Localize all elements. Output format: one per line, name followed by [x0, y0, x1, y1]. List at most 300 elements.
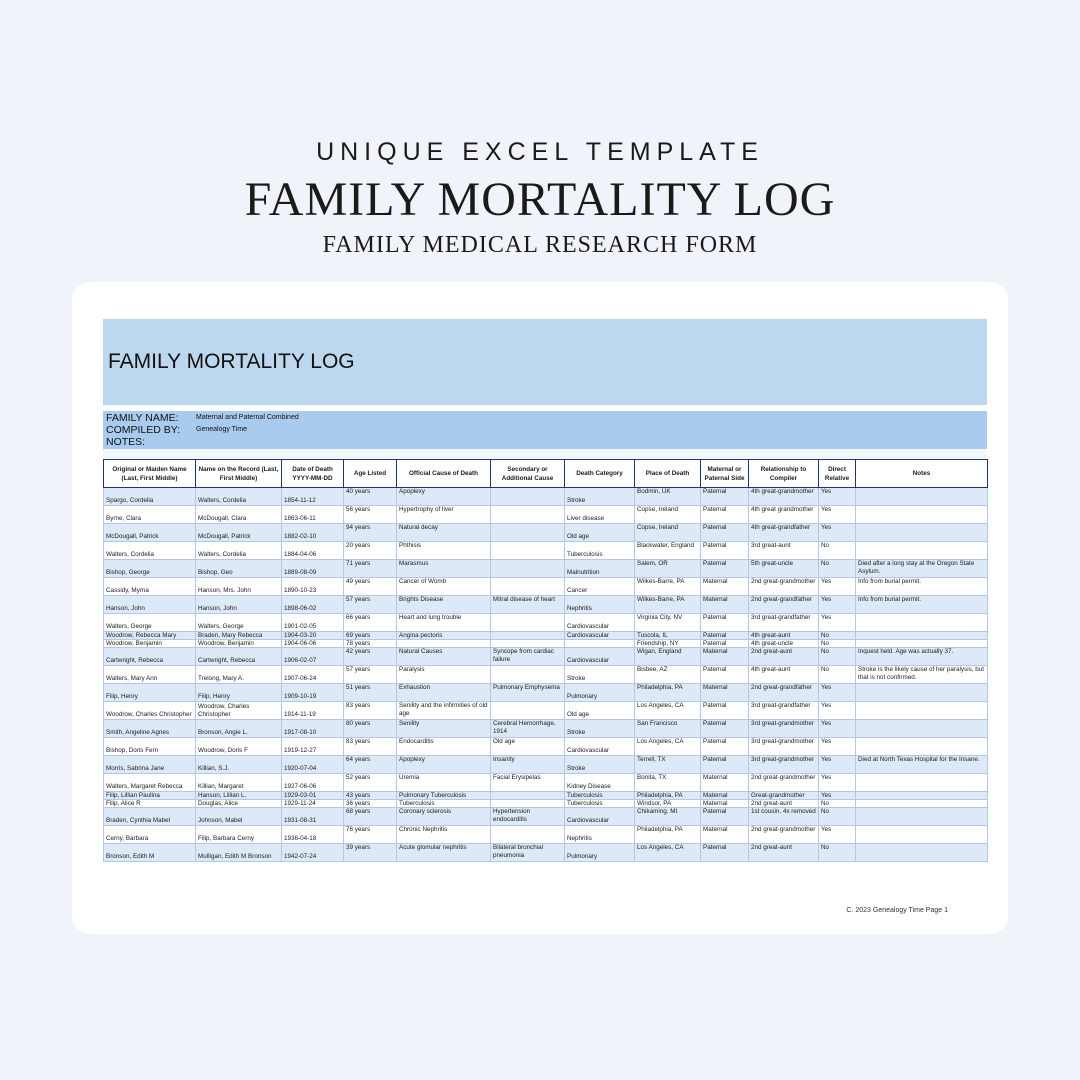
table-cell[interactable]: Paternal [701, 524, 749, 542]
table-cell[interactable]: Senility [397, 720, 491, 738]
table-cell[interactable]: 2nd great-grandmother [749, 578, 819, 596]
table-cell[interactable]: Maternal [701, 578, 749, 596]
table-cell[interactable]: Tuscola, IL [635, 632, 701, 640]
table-cell[interactable]: 76 years [344, 826, 397, 844]
table-cell[interactable]: No [819, 666, 856, 684]
table-cell[interactable]: Woodrow, Charles Christopher [196, 702, 282, 720]
table-cell[interactable]: Mulligan, Edith M Bronson [196, 844, 282, 862]
table-cell[interactable]: 1882-02-10 [282, 524, 344, 542]
table-cell[interactable]: Salem, OR [635, 560, 701, 578]
table-cell[interactable]: 94 years [344, 524, 397, 542]
table-cell[interactable]: Philadelphia, PA [635, 826, 701, 844]
table-cell[interactable]: Braden, Cynthia Mabel [104, 808, 196, 826]
table-cell[interactable] [856, 614, 988, 632]
table-cell[interactable]: Hanson, John [104, 596, 196, 614]
table-cell[interactable]: Stroke [565, 756, 635, 774]
table-cell[interactable] [491, 524, 565, 542]
table-cell[interactable]: No [819, 844, 856, 862]
table-cell[interactable] [856, 524, 988, 542]
table-cell[interactable]: 2nd great-aunt [749, 648, 819, 666]
table-cell[interactable]: Info from burial permit. [856, 596, 988, 614]
table-cell[interactable]: 1917-08-10 [282, 720, 344, 738]
table-cell[interactable]: 43 years [344, 792, 397, 800]
table-cell[interactable]: Paternal [701, 632, 749, 640]
table-cell[interactable]: 66 years [344, 614, 397, 632]
table-cell[interactable]: 2nd great-aunt [749, 800, 819, 808]
table-cell[interactable]: Walters, Cordelia [104, 542, 196, 560]
table-cell[interactable]: Cartwright, Rebecca [104, 648, 196, 666]
table-cell[interactable]: 1909-10-19 [282, 684, 344, 702]
table-cell[interactable]: Yes [819, 756, 856, 774]
table-cell[interactable]: 1st cousin, 4x removed [749, 808, 819, 826]
table-cell[interactable]: 1907-06-24 [282, 666, 344, 684]
table-cell[interactable] [856, 738, 988, 756]
table-cell[interactable]: Maternal [701, 648, 749, 666]
table-cell[interactable]: Maternal [701, 596, 749, 614]
table-cell[interactable]: Morris, Sabrina Jane [104, 756, 196, 774]
table-cell[interactable]: Yes [819, 826, 856, 844]
table-cell[interactable]: Filip, Henry [104, 684, 196, 702]
table-cell[interactable]: Johnson, Mabel [196, 808, 282, 826]
table-cell[interactable]: Woodrow, Benjamin [196, 640, 282, 648]
table-cell[interactable]: 1914-11-19 [282, 702, 344, 720]
column-header[interactable]: Relationship to Compiler [749, 460, 819, 488]
table-cell[interactable]: Woodrow, Benjamin [104, 640, 196, 648]
table-cell[interactable]: Los Angeles, CA [635, 844, 701, 862]
table-cell[interactable]: 2nd great-grandmother [749, 826, 819, 844]
table-cell[interactable]: Bishop, George [104, 560, 196, 578]
table-cell[interactable]: Wigan, England [635, 648, 701, 666]
table-cell[interactable]: Terrell, TX [635, 756, 701, 774]
table-cell[interactable] [491, 666, 565, 684]
table-cell[interactable]: 64 years [344, 756, 397, 774]
table-cell[interactable]: Blackwater, England [635, 542, 701, 560]
table-cell[interactable]: Maternal [701, 684, 749, 702]
column-header[interactable]: Original or Maiden Name (Last, First Middle) [104, 460, 196, 488]
table-cell[interactable]: 40 years [344, 488, 397, 506]
table-cell[interactable]: 1942-07-24 [282, 844, 344, 862]
table-cell[interactable]: Bodmin, UK [635, 488, 701, 506]
table-cell[interactable]: Nephritis [565, 596, 635, 614]
table-cell[interactable]: Paternal [701, 738, 749, 756]
table-cell[interactable] [397, 640, 491, 648]
table-cell[interactable]: Filip, Henry [196, 684, 282, 702]
table-cell[interactable] [856, 632, 988, 640]
meta-family-name [106, 412, 299, 424]
table-cell[interactable]: Inquest held. Age was actually 37. [856, 648, 988, 666]
table-cell[interactable]: Yes [819, 488, 856, 506]
table-cell[interactable]: Great-grandmother [749, 792, 819, 800]
table-cell[interactable]: Walters, Margaret Rebecca [104, 774, 196, 792]
table-cell[interactable]: 69 years [344, 632, 397, 640]
table-cell[interactable]: 78 years [344, 640, 397, 648]
table-cell[interactable]: Malnutrition [565, 560, 635, 578]
table-cell[interactable]: 39 years [344, 844, 397, 862]
table-cell[interactable]: Yes [819, 684, 856, 702]
table-body [104, 488, 988, 862]
table-cell[interactable]: 1920-07-04 [282, 756, 344, 774]
table-cell[interactable]: Yes [819, 720, 856, 738]
table-cell[interactable]: Bilateral bronchial pneumonia [491, 844, 565, 862]
table-cell[interactable]: Pulmonary Emphysema [491, 684, 565, 702]
table-cell[interactable] [491, 614, 565, 632]
table-cell[interactable]: Yes [819, 506, 856, 524]
table-cell[interactable] [856, 808, 988, 826]
table-cell[interactable]: Heart and lung trouble [397, 614, 491, 632]
table-cell[interactable] [856, 826, 988, 844]
table-cell[interactable]: Windsor, PA [635, 800, 701, 808]
table-cell[interactable]: 3rd great-grandfather [749, 702, 819, 720]
table-cell[interactable]: Hypertension endocarditis [491, 808, 565, 826]
table-cell[interactable]: 2nd great-aunt [749, 844, 819, 862]
table-cell[interactable] [491, 826, 565, 844]
table-cell[interactable]: McDougall, Patrick [104, 524, 196, 542]
column-header[interactable]: Age Listed [344, 460, 397, 488]
table-cell[interactable]: Died after a long stay at the Oregon State Asylum. [856, 560, 988, 578]
table-cell[interactable]: Paternal [701, 506, 749, 524]
table-cell[interactable]: 1929-03-01 [282, 792, 344, 800]
meta-value[interactable]: Genealogy Time [196, 426, 247, 433]
table-cell[interactable]: Apoplexy [397, 756, 491, 774]
table-row [104, 596, 988, 614]
table-cell[interactable] [856, 702, 988, 720]
table-cell[interactable]: Paternal [701, 720, 749, 738]
table-cell[interactable]: Apoplexy [397, 488, 491, 506]
table-cell[interactable]: 4th great-grandmother [749, 488, 819, 506]
table-cell[interactable]: Bisbee, AZ [635, 666, 701, 684]
table-cell[interactable]: Tuberculosis [565, 542, 635, 560]
table-cell[interactable]: 51 years [344, 684, 397, 702]
table-cell[interactable]: Wilkes-Barre, PA [635, 596, 701, 614]
table-cell[interactable] [565, 640, 635, 648]
sheet-spacer [103, 449, 987, 459]
table-cell[interactable]: Filip, Alice R [104, 800, 196, 808]
table-cell[interactable]: Bronson, Angie L. [196, 720, 282, 738]
table-cell[interactable] [856, 640, 988, 648]
table-cell[interactable]: Cardiovascular [565, 632, 635, 640]
mortality-table [103, 459, 988, 862]
table-cell[interactable]: Acute glomular nephritis [397, 844, 491, 862]
table-cell[interactable]: Kidney Disease [565, 774, 635, 792]
table-cell[interactable]: Old age [491, 738, 565, 756]
table-row [104, 720, 988, 738]
table-cell[interactable]: 1904-06-06 [282, 640, 344, 648]
table-cell[interactable]: Hanson, Lillian L. [196, 792, 282, 800]
table-cell[interactable]: Tuberculosis [565, 792, 635, 800]
column-header[interactable]: Official Cause of Death [397, 460, 491, 488]
table-cell[interactable]: Tuberculosis [565, 800, 635, 808]
table-cell[interactable]: 3rd great-grandfather [749, 614, 819, 632]
table-cell[interactable]: 3rd great-grandmother [749, 756, 819, 774]
table-cell[interactable]: McDougall, Clara [196, 506, 282, 524]
table-cell[interactable]: Yes [819, 774, 856, 792]
table-cell[interactable]: Douglas, Alice [196, 800, 282, 808]
table-cell[interactable]: 1854-11-12 [282, 488, 344, 506]
table-cell[interactable]: 3rd great-grandmother [749, 738, 819, 756]
table-cell[interactable]: Paternal [701, 702, 749, 720]
table-cell[interactable]: Walters, Cordelia [196, 488, 282, 506]
table-cell[interactable] [491, 792, 565, 800]
table-cell[interactable]: Angina pectoris [397, 632, 491, 640]
table-cell[interactable]: No [819, 632, 856, 640]
table-cell[interactable]: Copse, Ireland [635, 524, 701, 542]
table-cell[interactable]: Mitral disease of heart [491, 596, 565, 614]
table-cell[interactable]: 42 years [344, 648, 397, 666]
table-cell[interactable]: McDougall, Patrick [196, 524, 282, 542]
table-cell[interactable]: Trelong, Mary A. [196, 666, 282, 684]
table-cell[interactable]: Senility and the infirmities of old age [397, 702, 491, 720]
table-cell[interactable]: Cancer of Womb [397, 578, 491, 596]
meta-value[interactable]: Maternal and Paternal Combined [196, 414, 299, 421]
table-cell[interactable]: Paternal [701, 844, 749, 862]
table-cell[interactable]: No [819, 640, 856, 648]
table-cell[interactable]: Yes [819, 792, 856, 800]
table-cell[interactable]: No [819, 542, 856, 560]
table-cell[interactable]: 2nd great-grandfather [749, 684, 819, 702]
table-cell[interactable] [856, 792, 988, 800]
table-cell[interactable]: 1906-02-07 [282, 648, 344, 666]
table-cell[interactable]: Cardiovascular [565, 614, 635, 632]
table-cell[interactable]: Walters, George [104, 614, 196, 632]
table-cell[interactable]: 49 years [344, 578, 397, 596]
table-cell[interactable]: 4th great-aunt [749, 666, 819, 684]
table-cell[interactable]: 1863-06-11 [282, 506, 344, 524]
table-cell[interactable]: Yes [819, 738, 856, 756]
table-cell[interactable]: 1904-03-20 [282, 632, 344, 640]
table-cell[interactable]: Cerebral Hemorrhage, 1914 [491, 720, 565, 738]
table-cell[interactable]: 20 years [344, 542, 397, 560]
table-cell[interactable] [856, 488, 988, 506]
table-cell[interactable]: Natural Causes [397, 648, 491, 666]
table-cell[interactable]: Marasmus [397, 560, 491, 578]
promo-title: FAMILY MORTALITY LOG [244, 173, 836, 226]
table-cell[interactable]: Maternal [701, 800, 749, 808]
table-cell[interactable]: 1919-12-27 [282, 738, 344, 756]
table-cell[interactable]: Walters, Mary Ann [104, 666, 196, 684]
table-cell[interactable]: Bonita, TX [635, 774, 701, 792]
table-cell[interactable]: Info from burial permit. [856, 578, 988, 596]
column-header[interactable]: Secondary or Additional Cause [491, 460, 565, 488]
table-cell[interactable]: Los Angeles, CA [635, 702, 701, 720]
table-cell[interactable]: Yes [819, 524, 856, 542]
column-header[interactable]: Notes [856, 460, 988, 488]
table-cell[interactable] [856, 844, 988, 862]
table-cell[interactable]: 83 years [344, 702, 397, 720]
table-cell[interactable]: Filip, Lillian Paulina [104, 792, 196, 800]
table-cell[interactable]: Paternal [701, 756, 749, 774]
table-cell[interactable] [491, 702, 565, 720]
table-cell[interactable]: Bronson, Edith M [104, 844, 196, 862]
table-cell[interactable]: Facial Erysipelas [491, 774, 565, 792]
table-cell[interactable]: Walters, George [196, 614, 282, 632]
table-cell[interactable]: Smith, Angeline Agnes [104, 720, 196, 738]
table-cell[interactable] [856, 542, 988, 560]
table-cell[interactable]: Bishop, Doris Fern [104, 738, 196, 756]
table-cell[interactable]: Byrne, Clara [104, 506, 196, 524]
table-cell[interactable] [856, 774, 988, 792]
table-cell[interactable]: 36 years [344, 800, 397, 808]
table-cell[interactable]: Paternal [701, 614, 749, 632]
table-cell[interactable]: Yes [819, 614, 856, 632]
table-cell[interactable]: Paralysis [397, 666, 491, 684]
table-cell[interactable]: Bishop, Geo [196, 560, 282, 578]
table-cell[interactable]: 1898-06-02 [282, 596, 344, 614]
table-cell[interactable] [491, 632, 565, 640]
table-cell[interactable]: Brights Disease [397, 596, 491, 614]
table-cell[interactable]: Exhaustion [397, 684, 491, 702]
table-cell[interactable]: Old age [565, 524, 635, 542]
table-cell[interactable]: 1931-08-31 [282, 808, 344, 826]
table-cell[interactable]: 1890-10-23 [282, 578, 344, 596]
table-cell[interactable] [491, 800, 565, 808]
table-cell[interactable]: Stroke is the likely cause of her paralysis, but that is not confirmed. [856, 666, 988, 684]
table-cell[interactable]: Killian, S.J. [196, 756, 282, 774]
table-cell[interactable]: Cancer [565, 578, 635, 596]
table-cell[interactable]: Cardiovascular [565, 738, 635, 756]
table-cell[interactable] [491, 542, 565, 560]
table-cell[interactable]: Phthisis [397, 542, 491, 560]
table-cell[interactable]: Paternal [701, 808, 749, 826]
table-cell[interactable] [856, 684, 988, 702]
table-cell[interactable]: Yes [819, 702, 856, 720]
table-cell[interactable]: Cassidy, Myrna [104, 578, 196, 596]
table-cell[interactable]: Paternal [701, 640, 749, 648]
table-cell[interactable]: Chronic Nephritis [397, 826, 491, 844]
table-cell[interactable] [491, 560, 565, 578]
table-cell[interactable]: Woodrow, Charles Christopher [104, 702, 196, 720]
table-cell[interactable]: Killian, Margaret [196, 774, 282, 792]
table-cell[interactable]: Copse, Ireland [635, 506, 701, 524]
table-cell[interactable]: Insanity [491, 756, 565, 774]
table-cell[interactable]: Maternal [701, 826, 749, 844]
table-cell[interactable]: Cardiovascular [565, 808, 635, 826]
table-cell[interactable]: Maternal [701, 792, 749, 800]
table-cell[interactable]: 1927-06-06 [282, 774, 344, 792]
table-cell[interactable]: Stroke [565, 720, 635, 738]
table-cell[interactable]: Stroke [565, 488, 635, 506]
table-cell[interactable]: Spargo, Cordelia [104, 488, 196, 506]
meta-label: COMPILED BY: [106, 424, 181, 436]
table-cell[interactable]: Died at North Texas Hospital for the Insane. [856, 756, 988, 774]
table-cell[interactable]: No [819, 648, 856, 666]
table-cell[interactable]: Hanson, Mrs. John [196, 578, 282, 596]
table-cell[interactable]: Wilkes-Barre, PA [635, 578, 701, 596]
column-header[interactable]: Direct Relative [819, 460, 856, 488]
table-cell[interactable] [491, 506, 565, 524]
table-cell[interactable]: Paternal [701, 542, 749, 560]
table-cell[interactable]: Natural decay [397, 524, 491, 542]
table-cell[interactable]: Maternal [701, 774, 749, 792]
table-cell[interactable]: 68 years [344, 808, 397, 826]
table-row [104, 738, 988, 756]
table-cell[interactable]: Woodrow, Rebecca Mary [104, 632, 196, 640]
table-cell[interactable]: Paternal [701, 488, 749, 506]
table-cell[interactable]: Liver disease [565, 506, 635, 524]
table-cell[interactable]: 1929-11-24 [282, 800, 344, 808]
table-cell[interactable]: San Francisco [635, 720, 701, 738]
table-cell[interactable]: Braden, Mary Rebecca [196, 632, 282, 640]
table-cell[interactable]: 52 years [344, 774, 397, 792]
table-cell[interactable]: 4th great grandmother [749, 506, 819, 524]
table-cell[interactable]: Coronary sclerosis [397, 808, 491, 826]
column-header[interactable]: Date of Death YYYY-MM-DD [282, 460, 344, 488]
table-cell[interactable]: Philadelphia, PA [635, 684, 701, 702]
table-cell[interactable]: 57 years [344, 596, 397, 614]
table-cell[interactable]: Los Angeles, CA [635, 738, 701, 756]
table-cell[interactable]: Yes [819, 596, 856, 614]
table-cell[interactable]: Pulmonary Tuberculosis [397, 792, 491, 800]
table-cell[interactable]: 2nd great-grandmother [749, 774, 819, 792]
table-cell[interactable]: No [819, 800, 856, 808]
table-cell[interactable]: Pulmonary [565, 844, 635, 862]
column-header[interactable]: Place of Death [635, 460, 701, 488]
table-cell[interactable]: Chikaming, MI [635, 808, 701, 826]
table-cell[interactable] [491, 488, 565, 506]
table-cell[interactable] [491, 578, 565, 596]
table-cell[interactable]: Hypertrophy of liver [397, 506, 491, 524]
table-cell[interactable]: No [819, 808, 856, 826]
table-cell[interactable]: Woodrow, Doris F [196, 738, 282, 756]
table-cell[interactable]: 57 years [344, 666, 397, 684]
table-cell[interactable] [856, 800, 988, 808]
table-cell[interactable]: Uremia [397, 774, 491, 792]
table-cell[interactable]: Philadelphia, PA [635, 792, 701, 800]
table-cell[interactable]: Friendship, NY [635, 640, 701, 648]
table-cell[interactable]: Filip, Barbara Cerny [196, 826, 282, 844]
table-cell[interactable]: 83 years [344, 738, 397, 756]
column-header[interactable]: Name on the Record (Last, First Middle) [196, 460, 282, 488]
table-cell[interactable] [856, 720, 988, 738]
table-row [104, 756, 988, 774]
table-cell[interactable]: Endocarditis [397, 738, 491, 756]
table-cell[interactable]: Old age [565, 702, 635, 720]
table-cell[interactable]: 2nd great-grandfather [749, 596, 819, 614]
table-cell[interactable]: Paternal [701, 560, 749, 578]
table-cell[interactable]: Stroke [565, 666, 635, 684]
table-cell[interactable]: 4th great-uncle [749, 640, 819, 648]
table-cell[interactable]: Paternal [701, 666, 749, 684]
table-cell[interactable]: 1889-08-09 [282, 560, 344, 578]
table-cell[interactable]: Cerny, Barbara [104, 826, 196, 844]
table-cell[interactable] [856, 506, 988, 524]
table-cell[interactable]: 1936-04-18 [282, 826, 344, 844]
table-cell[interactable]: No [819, 560, 856, 578]
table-cell[interactable]: Tuberculosis [397, 800, 491, 808]
table-cell[interactable]: 1901-02-05 [282, 614, 344, 632]
table-cell[interactable]: Yes [819, 578, 856, 596]
table-cell[interactable]: Walters, Cordelia [196, 542, 282, 560]
column-header[interactable]: Death Category [565, 460, 635, 488]
table-cell[interactable]: 80 years [344, 720, 397, 738]
table-cell[interactable]: Hanson, John [196, 596, 282, 614]
table-cell[interactable]: Virginia City, NV [635, 614, 701, 632]
table-cell[interactable]: Cardiovascular [565, 648, 635, 666]
table-cell[interactable]: Syncope from cardiac failure [491, 648, 565, 666]
table-cell[interactable]: 1884-04-06 [282, 542, 344, 560]
table-cell[interactable]: Pulmonary [565, 684, 635, 702]
table-cell[interactable]: 71 years [344, 560, 397, 578]
table-cell[interactable]: 5th great-uncle [749, 560, 819, 578]
table-cell[interactable]: 4th great-aunt [749, 632, 819, 640]
table-cell[interactable]: 4th great-grandfather [749, 524, 819, 542]
table-cell[interactable]: Nephritis [565, 826, 635, 844]
table-cell[interactable] [491, 640, 565, 648]
table-cell[interactable]: 3rd great-aunt [749, 542, 819, 560]
table-cell[interactable]: Cartwright, Rebecca [196, 648, 282, 666]
table-cell[interactable]: 56 years [344, 506, 397, 524]
column-header[interactable]: Maternal or Paternal Side [701, 460, 749, 488]
table-cell[interactable]: 3rd great-grandmother [749, 720, 819, 738]
